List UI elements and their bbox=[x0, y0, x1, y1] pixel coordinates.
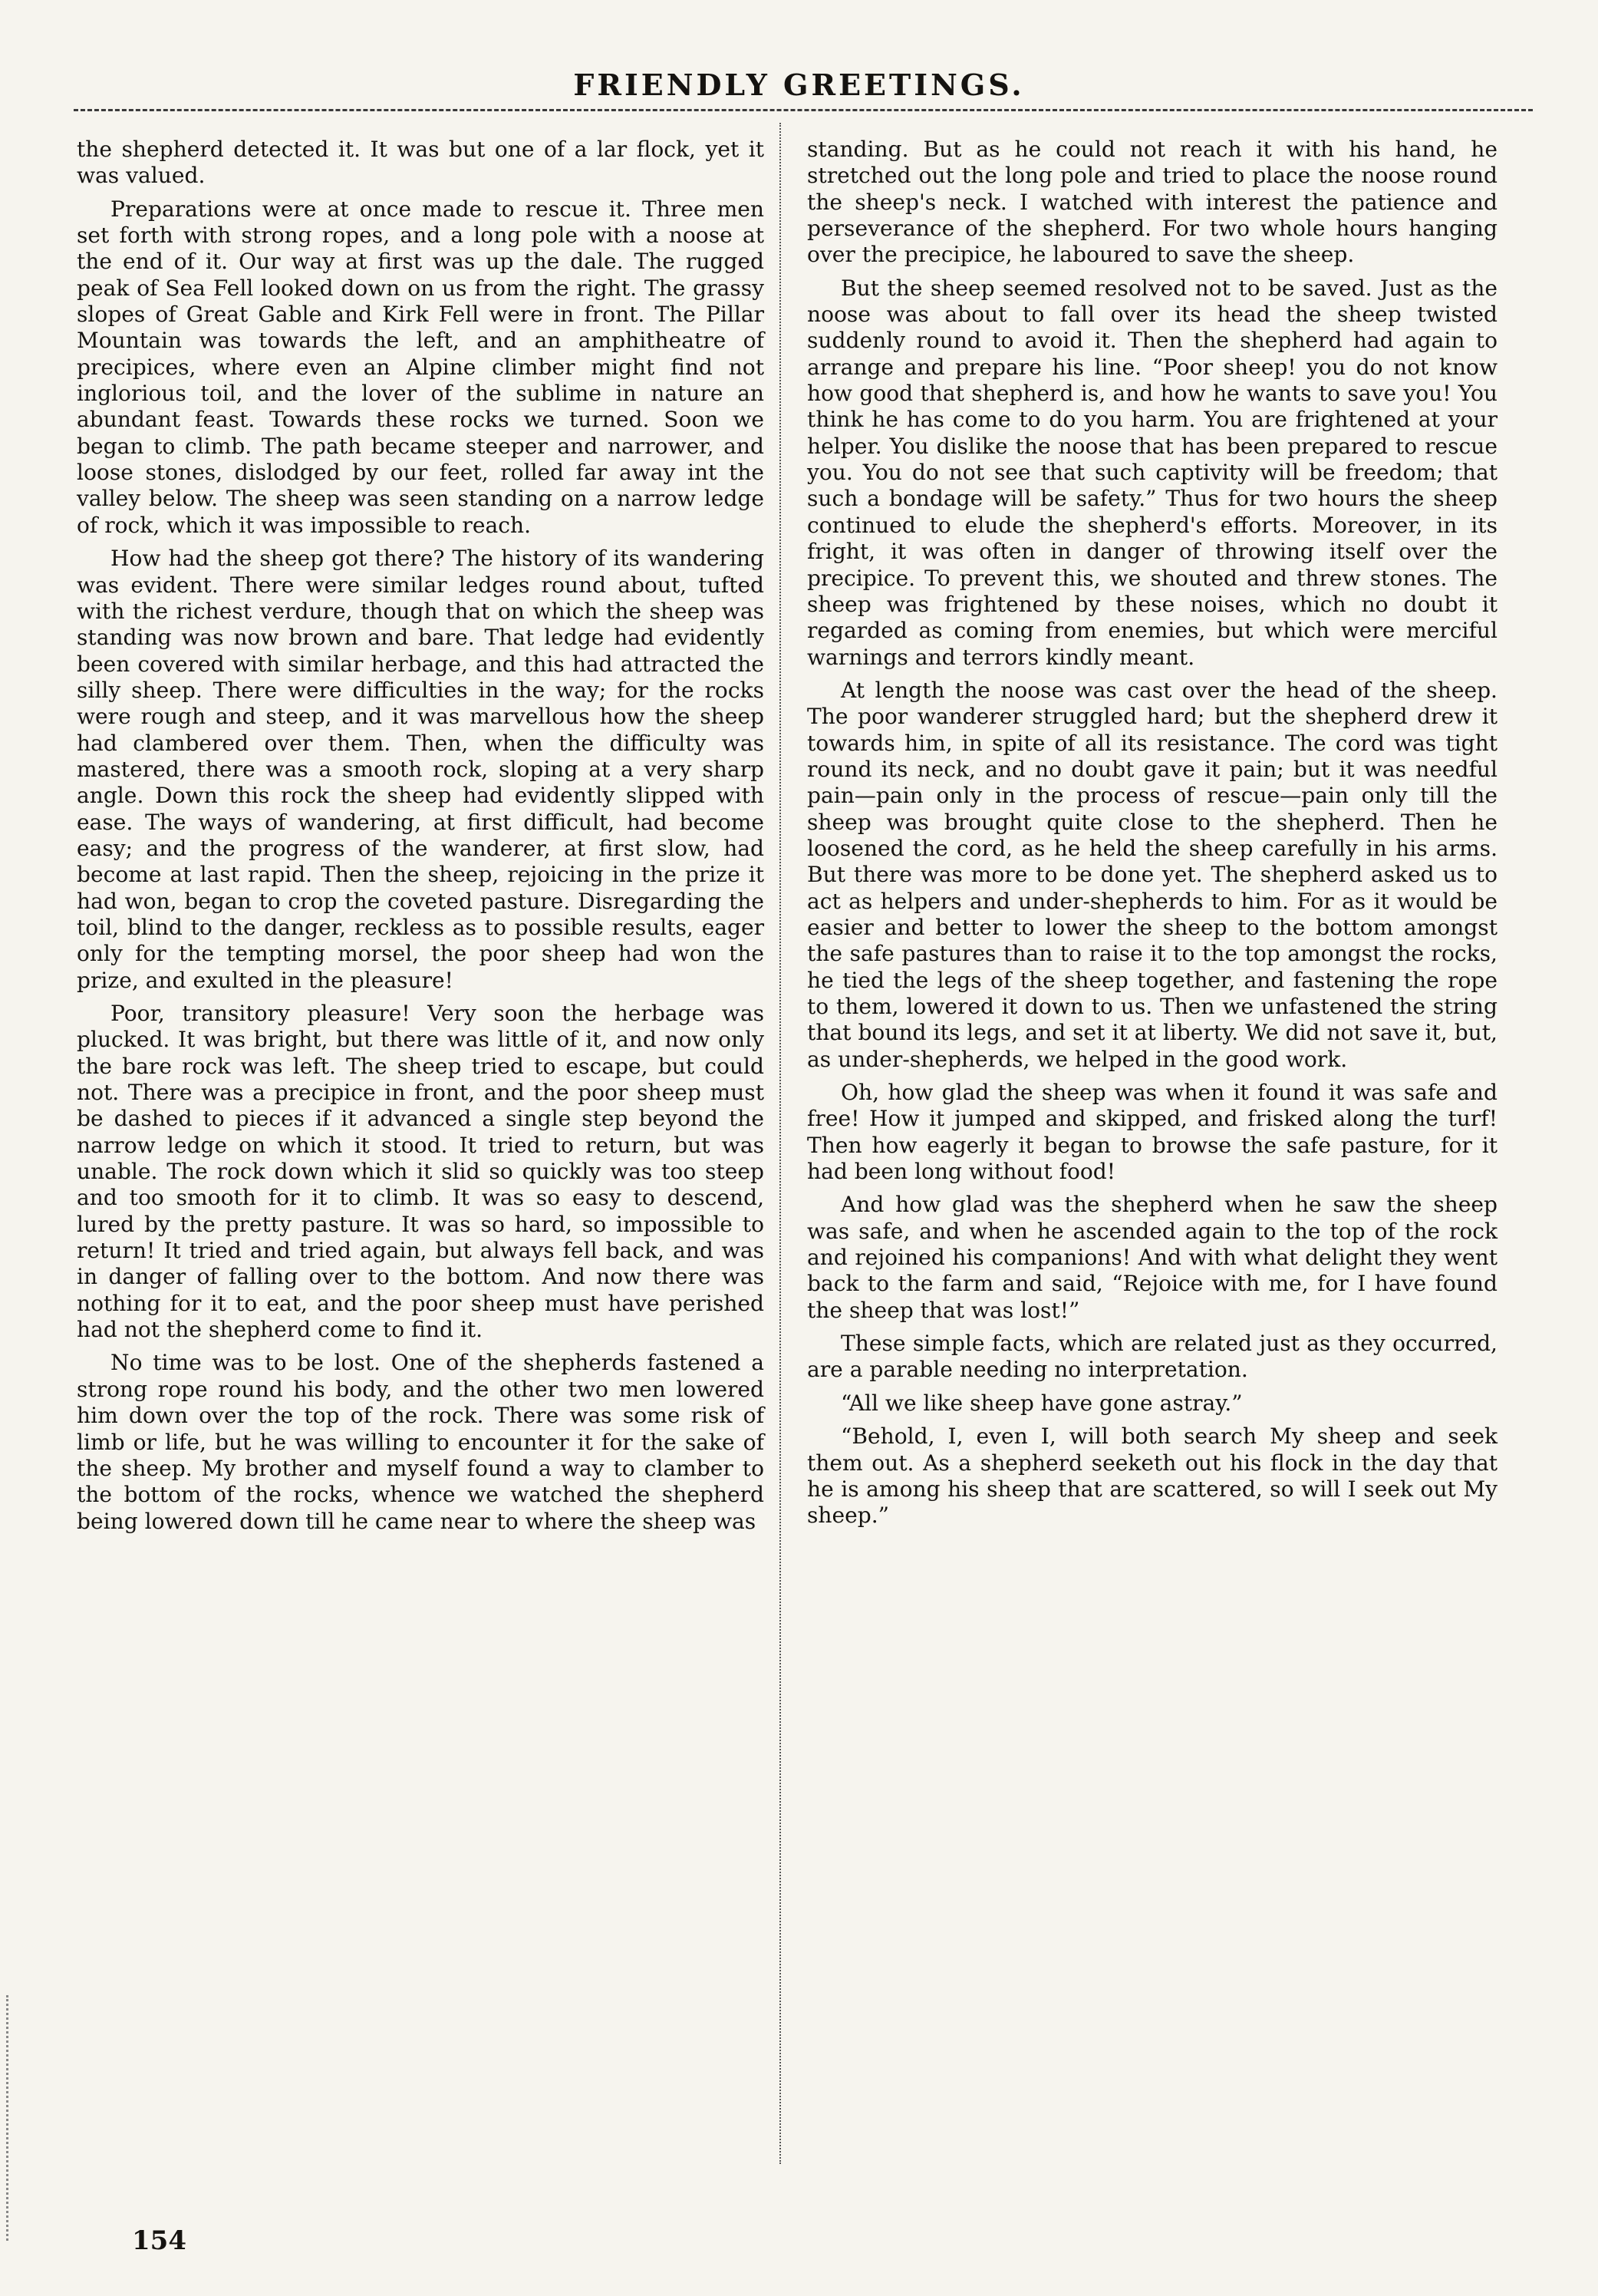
right-column bbox=[807, 137, 1498, 1536]
column-divider bbox=[779, 123, 781, 2164]
scan-edge-mark bbox=[6, 1995, 8, 2241]
page-number: 154 bbox=[132, 2225, 186, 2256]
paragraph: At length the noose was cast over the head of the sheep. The poor wanderer struggled hard; but the shepherd drew it towards him, in spite of all its resistance. The cord was tight round its neck, and no doubt gave it pain; but it was needful pain—pain only in the process of rescue—pain only till the sheep was brought quite close to the shepherd. Then he loosened the cord, as he held the sheep carefully in his arms. But there was more to be done yet. The shepherd asked us to act as helpers and under-shepherds to him. For as it would be easier and better to lower the sheep to the bottom amongst the safe pastures than to raise it to the top amongst the rocks, he tied the legs of the sheep together, and fastening the rope to them, lowered it down to us. Then we unfastened the string that bound its legs, and set it at liberty. We did not save it, but, as under-shepherds, we helped in the good work. bbox=[807, 677, 1498, 1072]
paragraph: the shepherd detected it. It was but one of a lar flock, yet it was valued. bbox=[77, 137, 764, 189]
paragraph: But the sheep seemed resolved not to be saved. Just as the noose was about to fall over its head the sheep twisted suddenly round to avoid it. Then the shepherd had again to arrange and prepare his line. “Poor sheep! you do not know how good that shepherd is, and how he wants to save you! You think he has come to do you harm. You are frightened at your helper. You dislike the noose that has been prepared to rescue you. You do not see that such captivity will be freedom; that such a bondage will be safety.” Thus for two hours the sheep continued to elude the shepherd's efforts. Moreover, in its fright, it was often in danger of throwing itself over the precipice. To prevent this, we shouted and threw stones. The sheep was frightened by these noises, which no doubt it regarded as coming from enemies, but which were merciful warnings and terrors kindly meant. bbox=[807, 275, 1498, 670]
scripture-quote: “Behold, I, even I, will both search My sheep and seek them out. As a shepherd seeketh out his flock in the day that he is among his sheep that are scattered, so will I seek out My sheep.” bbox=[807, 1423, 1498, 1529]
paragraph: Preparations were at once made to rescue it. Three men set forth with strong ropes, and a long pole with a noose at the end of it. Our way at first was up the dale. The rugged peak of Sea Fell looked down on us from the right. The grassy slopes of Great Gable and Kirk Fell were in front. The Pillar Mountain was towards the left, and an amphitheatre of precipices, where even an Alpine climber might find not inglorious toil, and the lover of the sublime in nature an abundant feast. Towards these rocks we turned. Soon we began to climb. The path became steeper and narrower, and loose stones, dislodged by our feet, rolled far away int the valley below. The sheep was seen standing on a narrow ledge of rock, which it was impossible to reach. bbox=[77, 196, 764, 538]
paragraph: Oh, how glad the sheep was when it found it was safe and free! How it jumped and skipped, and frisked along the turf! Then how eagerly it began to browse the safe pasture, for it had been long without food! bbox=[807, 1080, 1498, 1185]
page-header: FRIENDLY GREETINGS. bbox=[573, 68, 1025, 102]
scripture-quote: “All we like sheep have gone astray.” bbox=[841, 1390, 1243, 1416]
paragraph: standing. But as he could not reach it with his hand, he stretched out the long pole and tried to place the noose round the sheep's neck. I watched with interest the patience and perseverance of the shepherd. For two whole hours hanging over the precipice, he laboured to save the sheep. bbox=[807, 137, 1498, 268]
left-column bbox=[77, 137, 764, 1542]
paragraph: How had the sheep got there? The history of its wandering was evident. There were similar ledges round about, tufted with the richest verdure, though that on which the sheep was standing was now brown and bare. That ledge had evidently been covered with similar herbage, and this had attracted the silly sheep. There were difficulties in the way; for the rocks were rough and steep, and it was marvellous how the sheep had clambered over them. Then, when the difficulty was mastered, there was a smooth rock, sloping at a very sharp angle. Down this rock the sheep had evidently slipped with ease. The ways of wandering, at first difficult, had become easy; and the progress of the wanderer, at first slow, had become at last rapid. Then the sheep, rejoicing in the prize it had won, began to crop the coveted pasture. Disregarding the toil, blind to the danger, reckless as to possible results, eager only for the tempting morsel, the poor sheep had won the prize, and exulted in the pleasure! bbox=[77, 546, 764, 993]
paragraph: No time was to be lost. One of the shepherds fastened a strong rope round his body, and the other two men lowered him down over the top of the rock. There was some risk of limb or life, but he was willing to encounter it for the sake of the sheep. My brother and myself found a way to clamber to the bottom of the rocks, whence we watched the shepherd being lowered down till he came near to where the sheep was bbox=[77, 1350, 764, 1534]
paragraph: Poor, transitory pleasure! Very soon the herbage was plucked. It was bright, but there was little of it, and now only the bare rock was left. The sheep tried to escape, but could not. There was a precipice in front, and the poor sheep must be dashed to pieces if it advanced a single step beyond the narrow ledge on which it stood. It tried to return, but was unable. The rock down which it slid so quickly was too steep and too smooth for it to climb. It was so easy to descend, lured by the pretty pasture. It was so hard, so impossible to return! It tried and tried again, but always fell back, and was in danger of falling over to the bottom. And now there was nothing for it to eat, and the poor sheep must have perished had not the shepherd come to find it. bbox=[77, 1001, 764, 1343]
header-rule bbox=[74, 109, 1533, 111]
paragraph: These simple facts, which are related just as they occurred, are a parable needing no interpretation. bbox=[807, 1331, 1498, 1383]
paragraph: And how glad was the shepherd when he saw the sheep was safe, and when he ascended again to the top of the rock and rejoined his companions! And with what delight they went back to the farm and said, “Rejoice with me, for I have found the sheep that was lost!” bbox=[807, 1192, 1498, 1323]
